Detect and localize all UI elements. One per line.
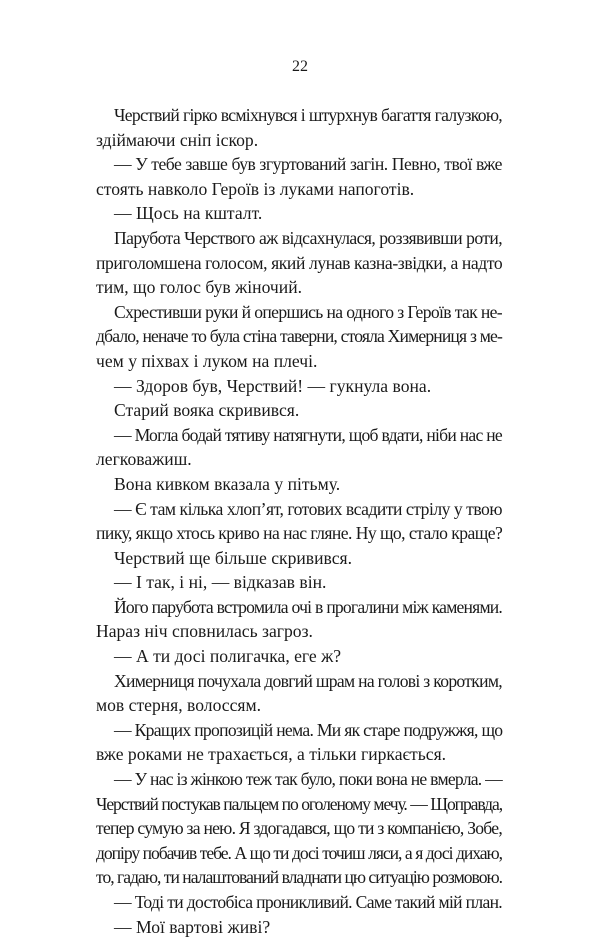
text-line: Черствий гірко всміхнувся і штурхнув багаття галузкою, <box>114 105 502 125</box>
text-line: Схрестивши руки й опершись на одного з Героїв так не- <box>114 301 502 322</box>
text-line: Черствий ще більше скривився. <box>114 547 353 568</box>
text-line: чем у піхвах і луком на плечі. <box>96 350 318 371</box>
text-line: вже роками не трахається, а тільки гиркається. <box>96 744 447 765</box>
text-line: — Щось на кшталт. <box>114 203 263 224</box>
text-line: — А ти досі полигачка, еге ж? <box>114 646 342 667</box>
text-line: стоять навколо Героїв із луками напоготів. <box>96 178 415 199</box>
text-line: Старий вояка скривився. <box>114 400 300 421</box>
text-line: мов стерня, волоссям. <box>96 695 262 716</box>
text-line: тим, що голос був жіночий. <box>96 277 303 298</box>
text-line: — Тоді ти достобіса проникливий. Саме такий мій план. <box>114 892 502 912</box>
text-line: — У тебе завше був згуртований загін. Певно, твої вже <box>114 154 502 175</box>
text-line: Вона кивком вказала у пітьму. <box>114 473 341 494</box>
text-line: — Здоров був, Черствий! — гукнула вона. <box>114 375 432 396</box>
page-number: 22 <box>292 58 308 75</box>
text-line: допіру побачив тебе. А що ти досі точиш ляси, а я досі дихаю, <box>96 842 502 863</box>
text-line: Химерниця почухала довгий шрам на голові з коротким, <box>114 670 502 691</box>
text-line: Його парубота встромила очі в прогалини між каменями. <box>114 596 502 617</box>
text-line: дбало, неначе то була стіна таверни, стояла Химерниця з ме- <box>96 326 502 347</box>
text-line: то, гадаю, ти налаштований владнати цю ситуацію розмовою. <box>96 867 503 888</box>
body-text <box>96 103 502 939</box>
text-line: — Мої вартові живі? <box>114 916 271 937</box>
text-line: Черствий постукав пальцем по оголеному мечу. — Щоправда, <box>96 793 502 814</box>
text-line: — І так, і ні, — відказав він. <box>114 572 327 593</box>
text-line: — У нас із жінкою теж так було, поки вона не вмерла. — <box>114 769 502 790</box>
text-line: приголомшена голосом, який лунав казна-звідки, а надто <box>96 252 503 273</box>
text-line: — Є там кілька хлоп’ят, готових всадити стрілу у твою <box>114 498 502 519</box>
text-line: — Могла бодай тятиву натягнути, щоб вдати, ніби нас не <box>114 424 502 445</box>
text-line: Нараз ніч сповнилась загроз. <box>96 621 313 642</box>
text-line: пику, якщо хтось криво на нас гляне. Ну що, стало краще? <box>96 523 503 544</box>
text-line: здіймаючи сніп іскор. <box>96 129 259 150</box>
text-line: Парубота Черствого аж відсахнулася, роззявивши роти, <box>114 227 502 248</box>
text-line: — Кращих пропозицій нема. Ми як старе подружжя, що <box>114 719 503 740</box>
text-line: легковажиш. <box>96 449 192 470</box>
text-line: тепер сумую за нею. Я здогадався, що ти з компанією, Зобе, <box>96 818 502 839</box>
